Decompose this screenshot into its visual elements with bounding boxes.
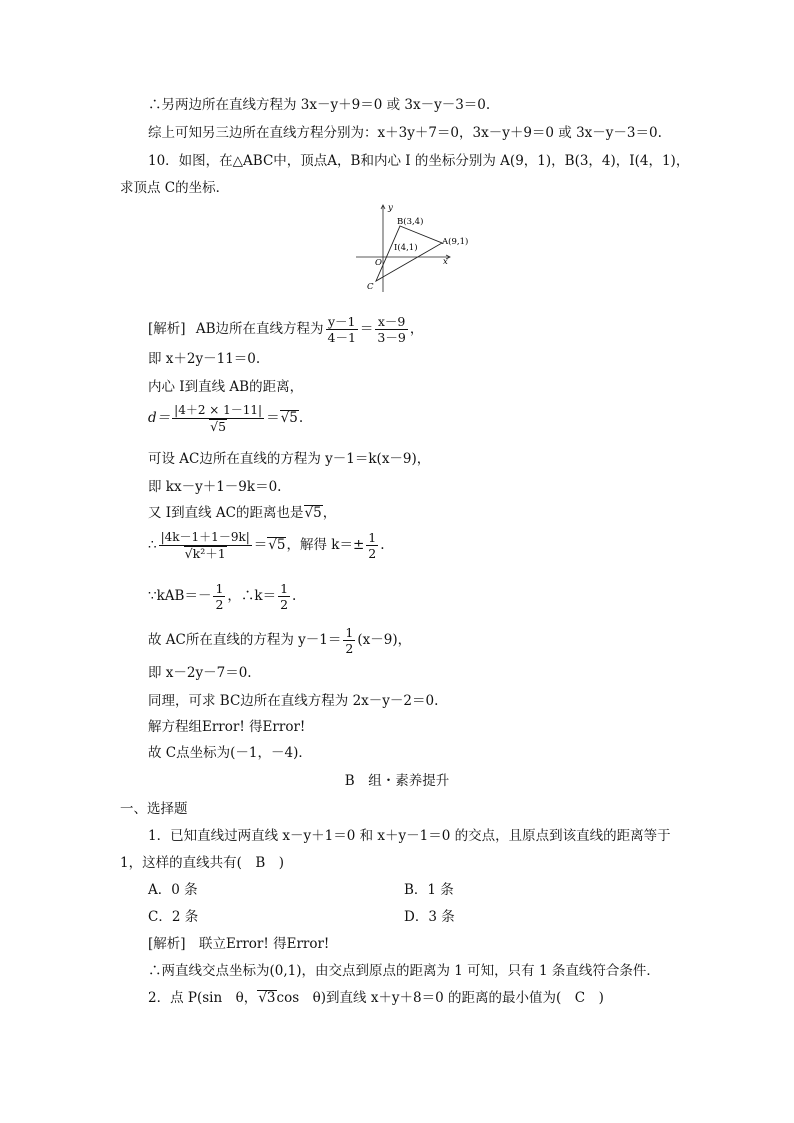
half-3-num: 1 xyxy=(280,581,289,596)
question-2-sqrt: √ 3 xyxy=(257,990,276,1005)
period-1: . xyxy=(380,537,385,553)
line-ab-equation: 即 x＋2y－11＝0. xyxy=(148,351,261,367)
triangle-abc xyxy=(376,226,442,281)
ac-equation-end: (x－9)， xyxy=(357,632,412,648)
fraction-2 xyxy=(375,314,407,345)
fraction-2-num: x－9 xyxy=(375,314,407,330)
ac-distance-end: ， xyxy=(322,505,337,521)
fraction-2-den: 3－9 xyxy=(377,330,406,345)
half-fraction-4 xyxy=(343,625,355,656)
distance-den: √ 5 xyxy=(209,419,227,434)
option-a: A．0 条 xyxy=(148,882,198,898)
label-i: I(4,1) xyxy=(394,243,418,253)
half-3-den: 2 xyxy=(280,597,289,612)
half-fraction-1 xyxy=(366,530,378,561)
label-x: x xyxy=(443,257,448,267)
text-line-1: ∴另两边所在直线方程为 3x－y＋9＝0 或 3x－y－3＝0. xyxy=(148,97,491,113)
distance-formula xyxy=(148,400,303,436)
k-result-sqrt: √ 5 xyxy=(267,537,286,552)
question-2-text: 2．点 P(sin θ， xyxy=(148,990,258,1006)
solution-2: [解析] 联立Error! 得Error! xyxy=(148,936,330,952)
triangle-figure xyxy=(350,200,469,295)
half-4-num: 1 xyxy=(345,625,354,640)
distance-result: √ 5 xyxy=(280,410,299,425)
option-d: D．3 条 xyxy=(404,909,455,925)
section-title: B 组・素养提升 xyxy=(344,773,450,789)
ac-distance-sqrt: √ 5 xyxy=(304,505,323,520)
therefore-symbol: ∴ xyxy=(148,537,157,553)
solution-tag: [解析] xyxy=(148,321,186,337)
ac-equation-line xyxy=(148,622,411,658)
label-c: C xyxy=(367,282,374,292)
ac-distance-text: 又 I到直线 AC的距离也是 xyxy=(148,505,304,521)
distance-eq: ＝ xyxy=(266,410,280,426)
ac-equation-text: 故 AC所在直线的方程为 y－1＝ xyxy=(148,632,342,648)
fraction-1-den: 4－1 xyxy=(327,330,356,345)
half-2-num: 1 xyxy=(215,581,224,596)
ab-line-text: AB边所在直线方程为 xyxy=(195,321,324,337)
half-1-num: 1 xyxy=(368,530,377,545)
half-1-den: 2 xyxy=(368,546,377,561)
distance-end: . xyxy=(298,410,304,426)
label-origin: O xyxy=(375,258,382,268)
label-b: B(3,4) xyxy=(397,217,424,227)
fraction-1 xyxy=(326,314,358,345)
k-fraction xyxy=(159,530,252,561)
solution-ab-line xyxy=(148,312,423,346)
k-eq: ＝ xyxy=(253,537,268,553)
k-fraction-num: |4k－1＋1－9k| xyxy=(160,530,250,544)
solution-2-conclusion: ∴两直线交点坐标为(0,1)，由交点到原点的距离为 1 可知，只有 1 条直线符合条件． xyxy=(148,963,660,979)
line-ac-final: 即 x－2y－7＝0. xyxy=(148,665,252,681)
distance-num: |4＋2 × 1－11| xyxy=(174,403,263,417)
k-equation xyxy=(148,526,385,564)
question-2 xyxy=(148,989,604,1007)
text-line-2: 综上可知另三边所在直线方程分别为：x＋3y＋7＝0，3x－y＋9＝0 或 3x－y－3＝0. xyxy=(148,125,662,141)
half-4-den: 2 xyxy=(345,641,354,656)
subsection-title: 一、选择题 xyxy=(120,801,188,817)
line-system: 解方程组Error! 得Error! xyxy=(148,719,306,735)
line-ac-general: 即 kx－y＋1－9k＝0. xyxy=(148,479,282,495)
half-fraction-2 xyxy=(213,581,225,612)
question-1-line-2: 1，这样的直线共有( B ) xyxy=(120,855,285,871)
half-fraction-3 xyxy=(278,581,290,612)
problem-10-line-1: 10．如图，在△ABC中，顶点A，B和内心 I 的坐标分别为 A(9，1)，B(3，4)，I(4，1)， xyxy=(148,153,690,169)
because-kab: ∵kAB＝－ xyxy=(148,588,212,604)
equals: ＝ xyxy=(359,321,374,337)
label-a: A(9,1) xyxy=(442,237,469,247)
fraction-1-num: y－1 xyxy=(326,314,358,330)
kab-line xyxy=(148,578,296,614)
k-fraction-den: √ k²＋1 xyxy=(184,546,227,561)
comma: ， xyxy=(409,321,424,337)
distance-fraction xyxy=(172,403,264,434)
therefore-k: ，∴k＝ xyxy=(227,588,277,604)
question-2-end: cos θ)到直线 x＋y＋8＝0 的距离的最小值为( C ) xyxy=(276,990,604,1006)
problem-10-line-2: 求顶点 C的坐标． xyxy=(120,180,230,196)
option-c: C．2 条 xyxy=(148,909,199,925)
line-bc: 同理，可求 BC边所在直线方程为 2x－y－2＝0. xyxy=(148,693,439,709)
line-distance-intro: 内心 I到直线 AB的距离， xyxy=(148,379,304,395)
label-y: y xyxy=(388,203,393,213)
line-ac-assume: 可设 AC边所在直线的方程为 y－1＝k(x－9)， xyxy=(148,451,431,467)
line-c-coordinates: 故 C点坐标为(－1，－4)． xyxy=(148,745,312,761)
line-ac-distance xyxy=(148,504,336,522)
option-b: B．1 条 xyxy=(404,882,454,898)
k-solve-text: ，解得 k＝± xyxy=(286,537,365,553)
period-2: . xyxy=(292,588,297,604)
half-2-den: 2 xyxy=(215,597,224,612)
question-1-line-1: 1．已知直线过两直线 x－y＋1＝0 和 x＋y－1＝0 的交点，且原点到该直线的距离等于 xyxy=(148,828,671,844)
d-prefix: d＝ xyxy=(148,410,171,426)
